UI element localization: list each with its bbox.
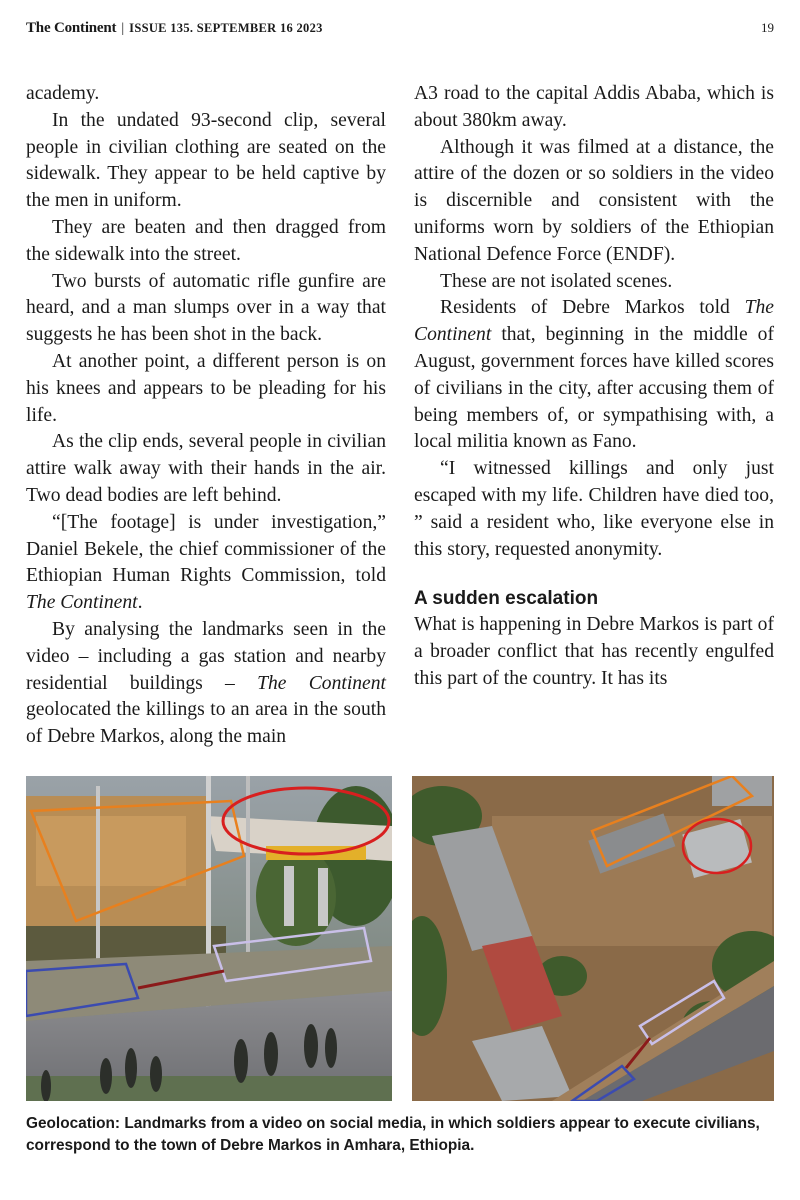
article-paragraph [26, 215, 386, 269]
article-paragraph [26, 349, 386, 429]
article-paragraph [26, 81, 386, 108]
figure-caption: Geolocation: Landmarks from a video on social media, in which soldiers appear to execute civilians, correspond to the town of Debre Markos in Amhara, Ethiopia. [26, 1115, 760, 1154]
article-paragraph [414, 295, 774, 456]
article-paragraph [26, 108, 386, 215]
publication-title-italic: The Continent [26, 592, 138, 614]
page-number: 19 [761, 20, 774, 35]
paragraph-text: Two bursts of automatic rifle gunfire are heard, and a man slumps over in a way that suggests he has been shot in the back. [26, 270, 386, 346]
paragraph-text: They are beaten and then dragged from the sidewalk into the street. [26, 216, 386, 265]
article-paragraph [26, 269, 386, 349]
header-separator: | [121, 21, 125, 36]
paragraph-text: Residents of Debre Markos told [440, 297, 745, 319]
paragraph-text: “I witnessed killings and only just escaped with my life. Children have died too, ” said a resident who, like everyone else in this story, requested anonymity. [414, 458, 774, 560]
paragraph-text: What is happening in Debre Markos is part of a broader conflict that has recently engulfed this part of the country. It has its [414, 614, 774, 689]
video-still-image [26, 776, 392, 1101]
article-column-left [26, 81, 386, 751]
article-paragraph [414, 269, 774, 296]
paragraph-text: As the clip ends, several people in civilian attire walk away with their hands in the air. Two dead bodies are left behind. [26, 431, 386, 506]
paragraph-text: In the undated 93-second clip, several people in civilian clothing are seated on the sidewalk. They appear to be held captive by the men in uniform. [26, 109, 386, 212]
satellite-image [412, 776, 774, 1101]
article-paragraph [414, 612, 774, 692]
page-header [26, 20, 774, 44]
paragraph-text: These are not isolated scenes. [440, 270, 673, 292]
paragraph-text-continued: geolocated the killings to an area in the south of Debre Markos, along the main [26, 699, 386, 748]
paragraph-text: At another point, a different person is on his knees and appears to be pleading for his life. [26, 350, 386, 426]
article-paragraph [26, 429, 386, 509]
paragraph-text: By analysing the landmarks seen in the video – including a gas station and nearby residential buildings – [26, 618, 386, 694]
paragraph-text: Although it was filmed at a distance, the attire of the dozen or so soldiers in the video is discernible and consistent with the uniforms worn by soldiers of the Ethiopian National Defence Force (ENDF). [414, 136, 774, 265]
article-paragraph [26, 617, 386, 751]
paragraph-text: academy. [26, 83, 100, 104]
publication-title-italic: The Continent [414, 297, 774, 346]
paragraph-text: A3 road to the capital Addis Ababa, which is about 380km away. [414, 83, 774, 131]
section-subheading: A sudden escalation [414, 588, 599, 610]
publication-title-italic: The Continent [257, 672, 386, 694]
paragraph-text-continued: that, beginning in the middle of August, government forces have killed scores of civilians in the city, after accusing them of being members of, or sympathising with, a local militia known as Fano. [414, 324, 774, 453]
article-paragraph [414, 456, 774, 563]
paragraph-text-continued: . [137, 592, 143, 614]
article-paragraph [414, 81, 774, 135]
paragraph-text: “[The footage] is under investigation,” Daniel Bekele, the chief commissioner of the Ethiopian Human Rights Commission, told [26, 511, 386, 587]
issue-info: ISSUE 135. SEPTEMBER 16 2023 [129, 21, 323, 35]
article-column-right [414, 81, 774, 693]
article-paragraph [414, 135, 774, 269]
publication-name: The Continent [26, 20, 117, 36]
article-paragraph [26, 510, 386, 617]
